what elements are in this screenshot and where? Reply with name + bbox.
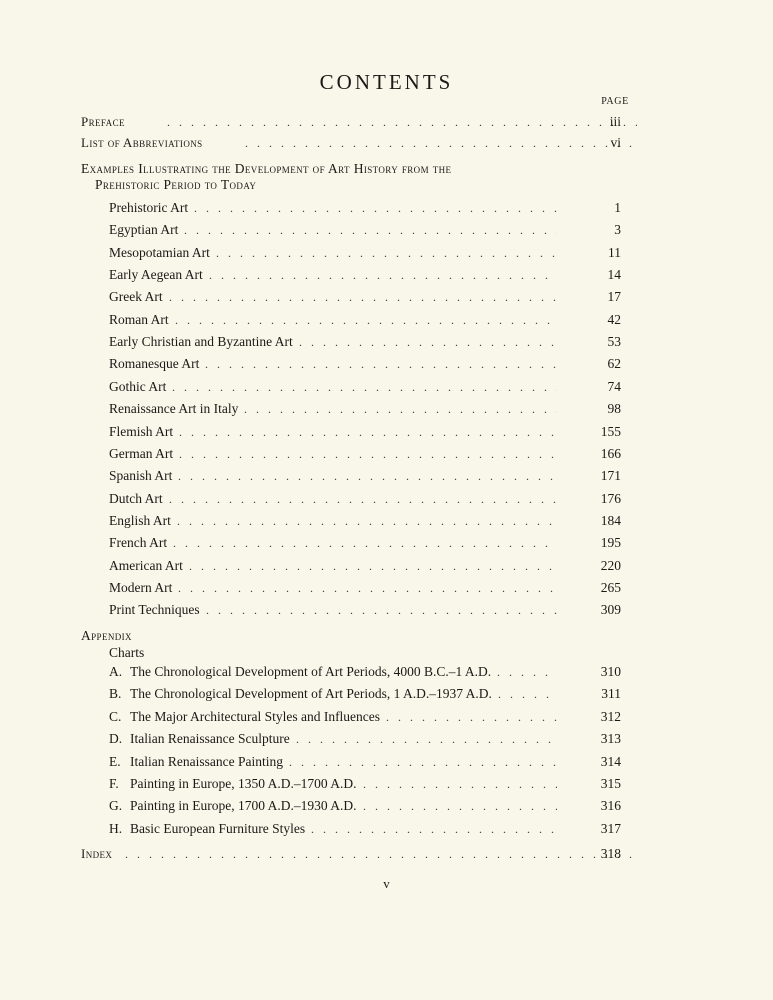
dot-leader — [175, 310, 557, 330]
dot-leader — [179, 422, 557, 442]
toc-entry-label: French Art — [109, 535, 168, 551]
toc-entry-label: The Chronological Development of Art Periods, 1 A.D.–1937 A.D. — [130, 686, 492, 702]
toc-entry-label: Modern Art — [109, 579, 173, 595]
toc-entry-example[interactable] — [109, 466, 621, 486]
toc-entry-page: 42 — [607, 311, 621, 327]
dot-leader — [167, 112, 637, 132]
toc-entry-example[interactable] — [109, 399, 621, 419]
toc-entry-label: The Major Architectural Styles and Influences — [130, 708, 381, 724]
toc-entry-example[interactable] — [109, 489, 621, 509]
dot-leader — [289, 752, 557, 772]
toc-entry-chart[interactable] — [109, 707, 621, 727]
dot-leader — [209, 265, 557, 285]
toc-entry-chart[interactable] — [109, 796, 621, 816]
toc-entry-page: 62 — [607, 356, 621, 372]
toc-entry-label: Early Christian and Byzantine Art — [109, 334, 293, 350]
toc-entry-label: Greek Art — [109, 289, 163, 305]
dot-leader — [178, 466, 557, 486]
dot-leader — [498, 684, 557, 704]
toc-entry-page: 155 — [600, 423, 621, 439]
section-heading-examples-line1: Examples Illustrating the Development of Art History from the — [81, 161, 452, 176]
chart-letter: A. — [109, 664, 123, 679]
toc-entry-page: 98 — [607, 401, 621, 417]
toc-entry-page: 316 — [600, 798, 621, 814]
toc-entry-example[interactable] — [109, 377, 621, 397]
dot-leader — [169, 489, 557, 509]
subsection-heading-charts: Charts — [109, 645, 145, 660]
toc-entry-label: Italian Renaissance Sculpture — [130, 731, 290, 747]
toc-entry-label: Index — [81, 846, 113, 861]
toc-entry-page: 311 — [601, 686, 621, 702]
toc-entry-page: vi — [610, 135, 621, 150]
toc-entry-label: Painting in Europe, 1350 A.D.–1700 A.D. — [130, 776, 357, 791]
toc-entry-chart[interactable] — [109, 774, 621, 794]
dot-leader — [172, 377, 557, 397]
toc-entry-label: English Art — [109, 512, 171, 528]
toc-entry-page: 53 — [607, 334, 621, 350]
toc-entry-chart[interactable] — [109, 752, 621, 772]
toc-entry-list-of-abbreviations[interactable] — [81, 133, 621, 153]
toc-entry-page: 176 — [600, 490, 621, 506]
toc-entry-label: Italian Renaissance Painting — [130, 753, 283, 769]
dot-leader — [296, 729, 557, 749]
toc-entry-example[interactable] — [109, 220, 621, 240]
dot-leader — [299, 332, 557, 352]
chart-letter: D. — [109, 731, 123, 747]
toc-entry-label: Print Techniques — [109, 602, 200, 618]
toc-entry-page: 195 — [600, 535, 621, 551]
toc-entry-page: 310 — [600, 664, 621, 679]
toc-entry-page: 11 — [608, 244, 621, 260]
toc-entry-page: 74 — [607, 378, 621, 394]
toc-entry-example[interactable] — [109, 198, 621, 218]
toc-entry-page: 309 — [600, 602, 621, 618]
toc-entry-label: Egyptian Art — [109, 222, 179, 238]
toc-entry-label: Mesopotamian Art — [109, 244, 210, 260]
toc-entry-label: Gothic Art — [109, 378, 167, 394]
toc-entry-label: Prehistoric Art — [109, 200, 189, 215]
toc-entry-example[interactable] — [109, 556, 621, 576]
dot-leader — [178, 578, 557, 598]
dot-leader — [311, 819, 557, 839]
toc-entry-example[interactable] — [109, 533, 621, 553]
page-title: CONTENTS — [319, 70, 454, 94]
chart-letter: C. — [109, 708, 122, 724]
dot-leader — [177, 511, 557, 531]
toc-entry-page: 265 — [600, 579, 621, 595]
dot-leader — [194, 198, 557, 218]
dot-leader — [169, 287, 557, 307]
toc-entry-chart[interactable] — [109, 729, 621, 749]
chart-letter: H. — [109, 820, 123, 836]
dot-leader — [189, 556, 557, 576]
toc-entry-page: 312 — [600, 708, 621, 724]
toc-entry-example[interactable] — [109, 287, 621, 307]
toc-entry-page: 184 — [600, 512, 621, 528]
section-heading-examples-line2: Prehistoric Period to Today — [95, 177, 257, 192]
page-folio: v — [383, 876, 390, 891]
toc-entry-page: 14 — [607, 267, 621, 283]
toc-entry-example[interactable] — [109, 265, 621, 285]
dot-leader — [245, 133, 637, 153]
toc-entry-page: 315 — [600, 776, 621, 791]
toc-entry-page: 318 — [600, 846, 621, 861]
toc-entry-label: Preface — [81, 114, 125, 129]
toc-entry-page: 17 — [607, 289, 621, 305]
dot-leader — [244, 399, 557, 419]
toc-entry-label: Roman Art — [109, 311, 169, 327]
toc-entry-label: Painting in Europe, 1700 A.D.–1930 A.D. — [130, 798, 357, 814]
page-column-header: PAGE — [601, 96, 629, 107]
toc-entry-index[interactable] — [81, 844, 621, 864]
chart-letter: B. — [109, 686, 122, 702]
toc-entry-example[interactable] — [109, 354, 621, 374]
toc-entry-label: American Art — [109, 557, 183, 573]
toc-entry-page: 166 — [600, 445, 621, 461]
toc-entry-label: Spanish Art — [109, 468, 173, 484]
dot-leader — [363, 796, 557, 816]
toc-entry-label: Dutch Art — [109, 490, 163, 506]
chart-letter: E. — [109, 753, 121, 769]
toc-entry-example[interactable] — [109, 332, 621, 352]
toc-entry-example[interactable] — [109, 511, 621, 531]
dot-leader — [363, 774, 557, 794]
section-heading-appendix: Appendix — [81, 628, 132, 643]
dot-leader — [206, 600, 557, 620]
toc-entry-label: Romanesque Art — [109, 356, 200, 372]
toc-entry-preface[interactable] — [81, 112, 621, 132]
toc-entry-label: Basic European Furniture Styles — [130, 820, 306, 836]
chart-letter: G. — [109, 798, 123, 814]
toc-entry-chart[interactable] — [109, 662, 621, 682]
dot-leader — [497, 662, 557, 682]
dot-leader — [173, 533, 557, 553]
toc-entry-example[interactable] — [109, 310, 621, 330]
toc-entry-label: Early Aegean Art — [109, 267, 203, 283]
toc-entry-page: 317 — [600, 820, 621, 836]
toc-entry-chart[interactable] — [109, 684, 621, 704]
toc-entry-page: 3 — [614, 222, 621, 238]
dot-leader — [205, 354, 557, 374]
toc-entry-example[interactable] — [109, 578, 621, 598]
toc-entry-label: Flemish Art — [109, 423, 174, 439]
toc-entry-page: 220 — [600, 557, 621, 573]
toc-entry-label: The Chronological Development of Art Periods, 4000 B.C.–1 A.D. — [130, 664, 492, 679]
dot-leader — [179, 444, 557, 464]
toc-entry-example[interactable] — [109, 243, 621, 263]
toc-entry-example[interactable] — [109, 422, 621, 442]
toc-entry-label: Renaissance Art in Italy — [109, 401, 239, 417]
dot-leader — [125, 844, 637, 864]
toc-entry-example[interactable] — [109, 444, 621, 464]
toc-entry-label: List of Abbreviations — [81, 135, 203, 150]
toc-entry-page: iii — [609, 114, 621, 129]
dot-leader — [216, 243, 557, 263]
toc-entry-page: 171 — [600, 468, 621, 484]
dot-leader — [386, 707, 557, 727]
toc-entry-example[interactable] — [109, 600, 621, 620]
toc-entry-page: 314 — [600, 753, 621, 769]
chart-letter: F. — [109, 776, 119, 791]
dot-leader — [184, 220, 557, 240]
toc-entry-page: 313 — [600, 731, 621, 747]
toc-entry-label: German Art — [109, 445, 174, 461]
toc-entry-chart[interactable] — [109, 819, 621, 839]
toc-entry-page: 1 — [614, 200, 621, 215]
